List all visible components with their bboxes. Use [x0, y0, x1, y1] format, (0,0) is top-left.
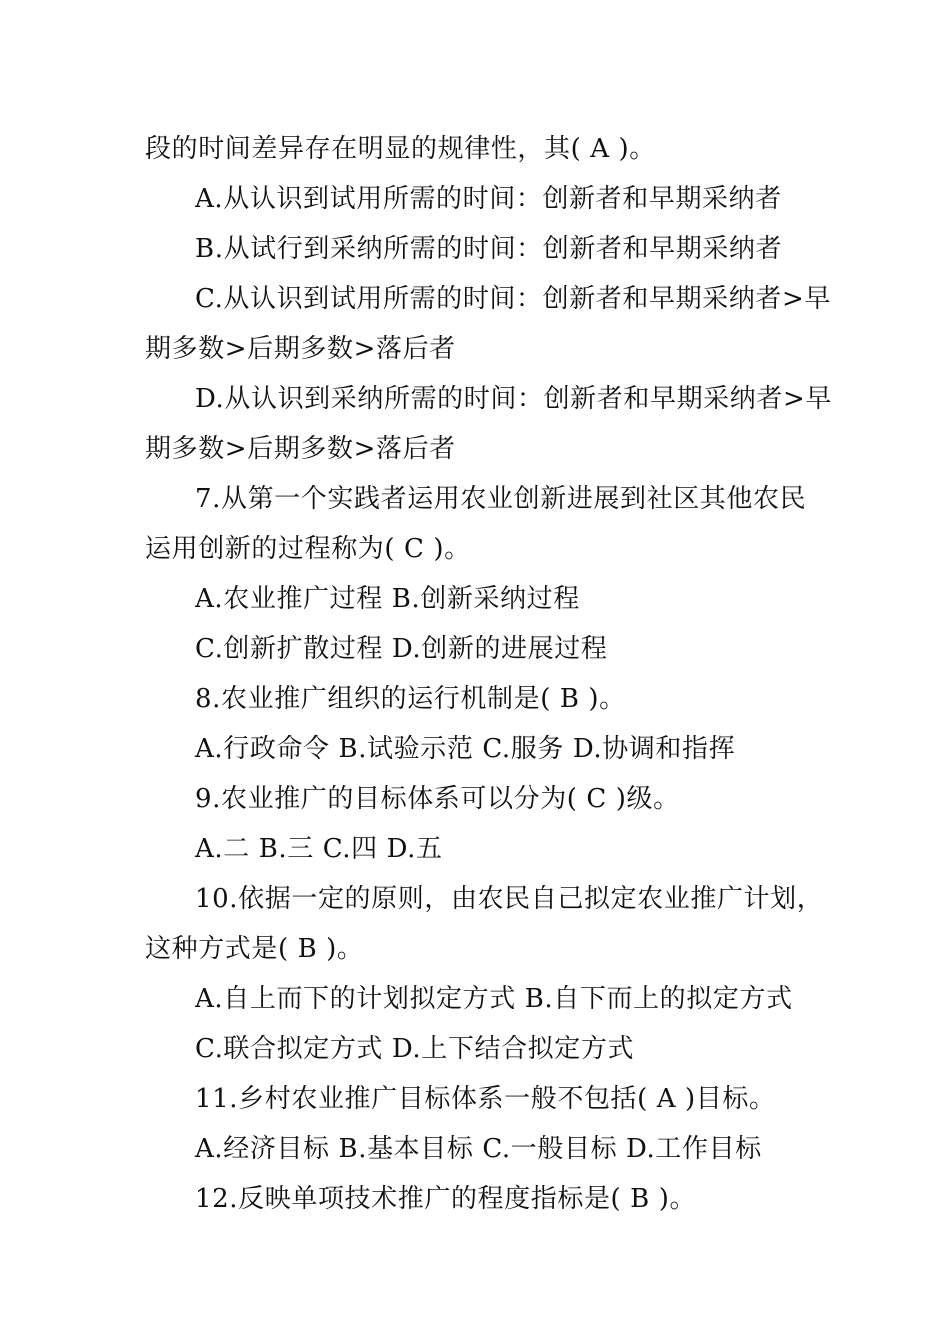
text-line: 期多数>后期多数>落后者: [145, 434, 456, 464]
option-line: A.从认识到试用所需的时间：创新者和早期采纳者: [195, 184, 782, 214]
option-line: C.从认识到试用所需的时间：创新者和早期采纳者>早: [195, 284, 832, 314]
question-line: 11.乡村农业推广目标体系一般不包括( A )目标。: [195, 1084, 776, 1114]
option-line: D.从认识到采纳所需的时间：创新者和早期采纳者>早: [195, 384, 832, 414]
option-line: A.二 B.三 C.四 D.五: [195, 834, 443, 864]
text-line: 段的时间差异存在明显的规律性，其( A )。: [145, 134, 656, 164]
question-line: 8.农业推广组织的运行机制是( B )。: [195, 684, 626, 714]
text-line: 期多数>后期多数>落后者: [145, 334, 456, 364]
option-line: A.行政命令 B.试验示范 C.服务 D.协调和指挥: [195, 734, 736, 764]
text-line: 运用创新的过程称为( C )。: [145, 534, 471, 564]
question-line: 9.农业推广的目标体系可以分为( C )级。: [195, 784, 680, 814]
option-line: A.自上而下的计划拟定方式 B.自下而上的拟定方式: [195, 984, 793, 1014]
option-line: C.联合拟定方式 D.上下结合拟定方式: [195, 1034, 635, 1064]
question-line: 10.依据一定的原则，由农民自己拟定农业推广计划，: [195, 884, 824, 914]
option-line: A.农业推广过程 B.创新采纳过程: [195, 584, 580, 614]
option-line: B.从试行到采纳所需的时间：创新者和早期采纳者: [195, 234, 783, 264]
option-line: A.经济目标 B.基本目标 C.一般目标 D.工作目标: [195, 1134, 762, 1164]
text-line: 这种方式是( B )。: [145, 934, 364, 964]
option-line: C.创新扩散过程 D.创新的进展过程: [195, 634, 608, 664]
question-line: 12.反映单项技术推广的程度指标是( B )。: [195, 1184, 697, 1214]
question-line: 7.从第一个实践者运用农业创新进展到社区其他农民: [195, 484, 807, 514]
